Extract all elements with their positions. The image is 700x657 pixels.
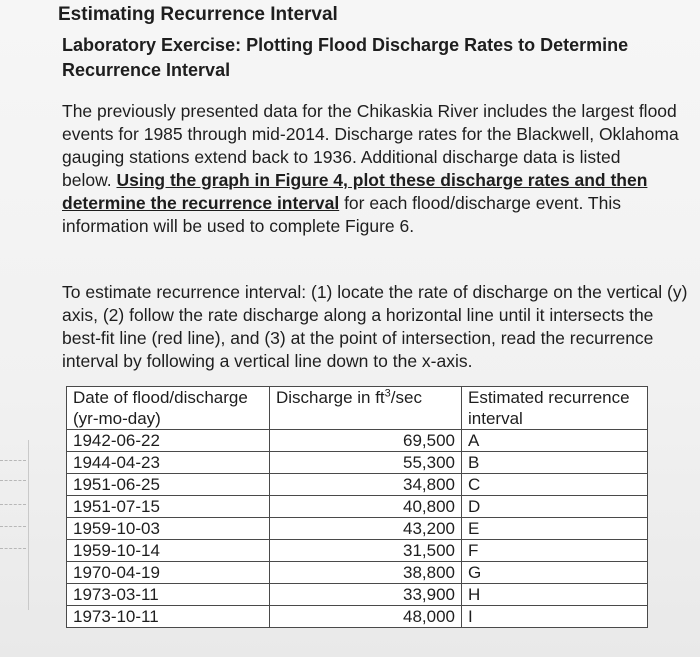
table-row [67,540,648,562]
intro-line [62,192,692,215]
header-discharge-unit: /sec [390,388,422,407]
header-date-line: Date of flood/discharge [73,388,248,407]
table-row [67,606,648,628]
date-cell: 1942-06-22 [67,430,270,452]
date-cell: 1970-04-19 [67,562,270,584]
discharge-cell: 55,300 [270,452,462,474]
method-paragraph [62,281,692,373]
date-cell: 1973-03-11 [67,584,270,606]
discharge-cell: 33,900 [270,584,462,606]
table-row [67,562,648,584]
intro-text: below. [62,170,117,190]
date-cell: 1959-10-03 [67,518,270,540]
intro-line: The previously presented data for the Chikaskia River includes the largest flood [62,101,677,121]
lab-exercise-title: Laboratory Exercise: Plotting Flood Discharge Rates to Determine Recurrence Interval [62,35,629,80]
edge-tick [0,480,26,481]
discharge-cell: 40,800 [270,496,462,518]
header-discharge [270,387,462,430]
edge-tick [0,504,26,505]
discharge-cell: 48,000 [270,606,462,628]
interval-cell[interactable]: D [462,496,648,518]
interval-cell[interactable]: G [462,562,648,584]
header-interval-line: Estimated recurrence [468,388,630,407]
intro-paragraph [62,100,692,238]
table-row [67,452,648,474]
discharge-cell: 43,200 [270,518,462,540]
discharge-cell: 31,500 [270,540,462,562]
interval-cell[interactable]: I [462,606,648,628]
table-row [67,430,648,452]
page-edge-decoration [0,440,29,610]
interval-cell[interactable]: E [462,518,648,540]
table-row [67,496,648,518]
interval-cell[interactable]: B [462,452,648,474]
table-row [67,474,648,496]
instruction-emphasis: determine the recurrence interval [62,193,340,213]
intro-line: gauging stations extend back to 1936. Additional discharge data is listed [62,147,621,167]
header-interval [462,387,648,430]
intro-line: events for 1985 through mid-2014. Discharge rates for the Blackwell, Oklahoma [62,124,679,144]
method-line: To estimate recurrence interval: (1) locate the rate of discharge on the vertical (y) [62,282,688,302]
discharge-table [66,386,648,628]
date-cell: 1951-07-15 [67,496,270,518]
date-cell: 1944-04-23 [67,452,270,474]
table-header-row [67,387,648,430]
table-row [67,518,648,540]
edge-tick [0,548,26,549]
interval-cell[interactable]: H [462,584,648,606]
date-cell: 1973-10-11 [67,606,270,628]
intro-text: for each flood/discharge event. This [339,193,621,213]
header-interval-line: interval [468,409,523,428]
edge-tick [0,526,26,527]
instruction-emphasis: Using the graph in Figure 4, plot these discharge rates and then [116,170,648,190]
page-heading: Estimating Recurrence Interval [58,4,338,25]
discharge-cell: 69,500 [270,430,462,452]
method-line: best-fit line (red line), and (3) at the point of intersection, read the recurrence [62,328,654,348]
interval-cell[interactable]: C [462,474,648,496]
discharge-cell: 34,800 [270,474,462,496]
interval-cell[interactable]: F [462,540,648,562]
header-date [67,387,270,430]
header-discharge-text: Discharge in ft [276,388,385,407]
header-date-line: (yr-mo-day) [73,409,161,428]
header-discharge-exponent: 3 [384,387,391,400]
date-cell: 1959-10-14 [67,540,270,562]
date-cell: 1951-06-25 [67,474,270,496]
method-line: axis, (2) follow the rate discharge along a horizontal line until it intersects the [62,305,654,325]
interval-cell[interactable]: A [462,430,648,452]
table-row [67,584,648,606]
method-line: interval by following a vertical line down to the x-axis. [62,351,473,371]
intro-line [62,169,692,192]
discharge-cell: 38,800 [270,562,462,584]
edge-tick [0,460,26,461]
intro-line: information will be used to complete Figure 6. [62,216,415,236]
